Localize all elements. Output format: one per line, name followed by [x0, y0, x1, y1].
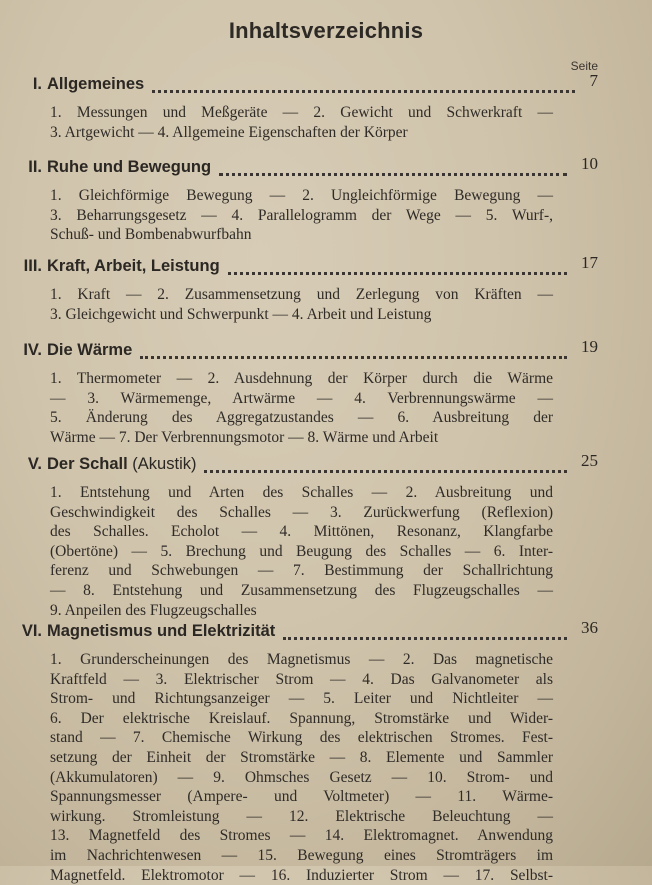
contents-line: (Obertöne) — 5. Brechung und Beugung des Schalles — 6. Inter- — [50, 542, 553, 560]
section-heading — [0, 71, 652, 103]
dot-leader — [152, 80, 575, 93]
page-title: Inhaltsverzeichnis — [228, 18, 424, 43]
section-title — [47, 75, 144, 94]
section-title — [47, 341, 132, 360]
section-title-text: Ruhe und Bewegung — [47, 158, 212, 176]
contents-line: 1. Grunderscheinungen des Magnetismus — 2. Das magnetische — [50, 651, 553, 668]
contents-line: — 3. Wärmemenge, Artwärme — 4. Verbrennungswärme — — [50, 389, 553, 407]
section-title — [47, 158, 211, 177]
contents-line: — 8. Entstehung und Zusammensetzung des Flugzeugschalles — — [50, 581, 553, 599]
section-title — [47, 455, 196, 474]
contents-line: 6. Der elektrische Kreislauf. Spannung, Stromstärke und Wider- — [50, 709, 553, 727]
section-title — [47, 257, 220, 276]
section-heading — [0, 451, 652, 483]
section-title — [47, 622, 275, 641]
toc-section — [0, 337, 652, 447]
toc-section — [0, 451, 652, 620]
section-contents — [50, 369, 553, 447]
section-title-text: Die Wärme — [47, 341, 133, 359]
section-numeral: III. — [23, 257, 42, 275]
section-title-extra: (Akustik) — [127, 455, 197, 473]
section-contents — [50, 285, 553, 324]
contents-line: 3. Artgewicht — 4. Allgemeine Eigenschaften der Körper — [50, 123, 408, 141]
section-heading — [0, 253, 652, 285]
section-page-number: 17 — [581, 253, 598, 272]
toc-section — [0, 253, 652, 324]
section-contents — [50, 483, 553, 620]
contents-line: 13. Magnetfeld des Stromes — 14. Elektromagnet. Anwendung — [50, 827, 553, 845]
contents-line: 1. Gleichförmige Bewegung — 2. Ungleichförmige Bewegung — — [50, 187, 553, 204]
section-page-number: 36 — [581, 618, 598, 637]
section-numeral: V. — [27, 455, 42, 473]
contents-line: 9. Anpeilen des Flugzeugschalles — [50, 601, 257, 619]
section-page-number: 7 — [589, 71, 598, 90]
dot-leader — [140, 346, 567, 359]
contents-line: des Schalles. Echolot — 4. Mittönen, Resonanz, Klangfarbe — [50, 523, 553, 541]
contents-line: 5. Änderung des Aggregatzustandes — 6. Ausbreitung der — [50, 409, 553, 427]
section-numeral: VI. — [21, 622, 42, 640]
section-title-text: Allgemeines — [47, 75, 145, 93]
section-contents — [50, 186, 553, 245]
contents-line: setzung der Einheit der Stromstärke — 8. Elemente und Sammler — [50, 748, 553, 766]
contents-line: im Nachrichtenwesen — 15. Bewegung eines Stromträgers im — [50, 846, 553, 864]
dot-leader — [204, 460, 567, 473]
toc-section — [0, 71, 652, 142]
contents-line: Strom- und Richtungsanzeiger — 5. Leiter und Nichtleiter — — [50, 690, 553, 708]
section-title-text: Magnetismus und Elektrizität — [47, 622, 276, 640]
contents-line: 1. Kraft — 2. Zusammensetzung und Zerlegung von Kräften — — [50, 286, 553, 303]
contents-line: stand — 7. Chemische Wirkung des elektrischen Stromes. Fest- — [50, 729, 553, 747]
contents-line: Spannungsmesser (Ampere- und Voltmeter) — 11. Wärme- — [50, 788, 553, 806]
section-heading — [0, 618, 652, 650]
toc-section — [0, 154, 652, 245]
section-title-text: Kraft, Arbeit, Leistung — [47, 257, 220, 275]
dot-leader — [283, 627, 567, 640]
contents-line: Wärme — 7. Der Verbrennungsmotor — 8. Wärme und Arbeit — [50, 428, 439, 446]
section-contents — [50, 650, 553, 885]
contents-line: ferenz und Schwebungen — 7. Bestimmung der Schallrichtung — [50, 562, 553, 580]
contents-line: 1. Entstehung und Arten des Schalles — 2. Ausbreitung und — [50, 484, 553, 501]
dot-leader — [228, 262, 567, 275]
section-heading — [0, 154, 652, 186]
section-numeral: IV. — [23, 341, 42, 359]
contents-line: wirkung. Stromleistung — 12. Elektrische Beleuchtung — — [50, 807, 553, 825]
contents-line: 3. Beharrungsgesetz — 4. Parallelogramm der Wege — 5. Wurf-, — [50, 206, 553, 224]
section-contents — [50, 103, 553, 142]
toc-section — [0, 618, 652, 885]
section-page-number: 25 — [581, 451, 598, 470]
contents-line: Magnetfeld. Elektromotor — 16. Induzierter Strom — 17. Selbst- — [50, 866, 553, 884]
section-page-number: 19 — [581, 337, 598, 356]
seite-label: Seite — [570, 59, 598, 73]
contents-line: (Akkumulatoren) — 9. Ohmsches Gesetz — 10. Strom- und — [50, 768, 553, 786]
section-numeral: I. — [32, 75, 42, 93]
section-title-text: Der Schall — [47, 455, 128, 473]
contents-line: 1. Messungen und Meßgeräte — 2. Gewicht und Schwerkraft — — [50, 104, 553, 121]
section-numeral: II. — [28, 158, 42, 176]
contents-line: Schuß- und Bombenabwurfbahn — [50, 226, 252, 244]
section-page-number: 10 — [581, 154, 598, 173]
contents-line: Geschwindigkeit des Schalles — 3. Zurückwerfung (Reflexion) — [50, 503, 553, 521]
section-heading — [0, 337, 652, 369]
contents-line: 1. Thermometer — 2. Ausdehnung der Körper durch die Wärme — [50, 370, 553, 387]
contents-line: Kraftfeld — 3. Elektrischer Strom — 4. Das Galvanometer als — [50, 670, 553, 688]
dot-leader — [219, 163, 567, 176]
contents-line: 3. Gleichgewicht und Schwerpunkt — 4. Arbeit und Leistung — [50, 305, 432, 323]
